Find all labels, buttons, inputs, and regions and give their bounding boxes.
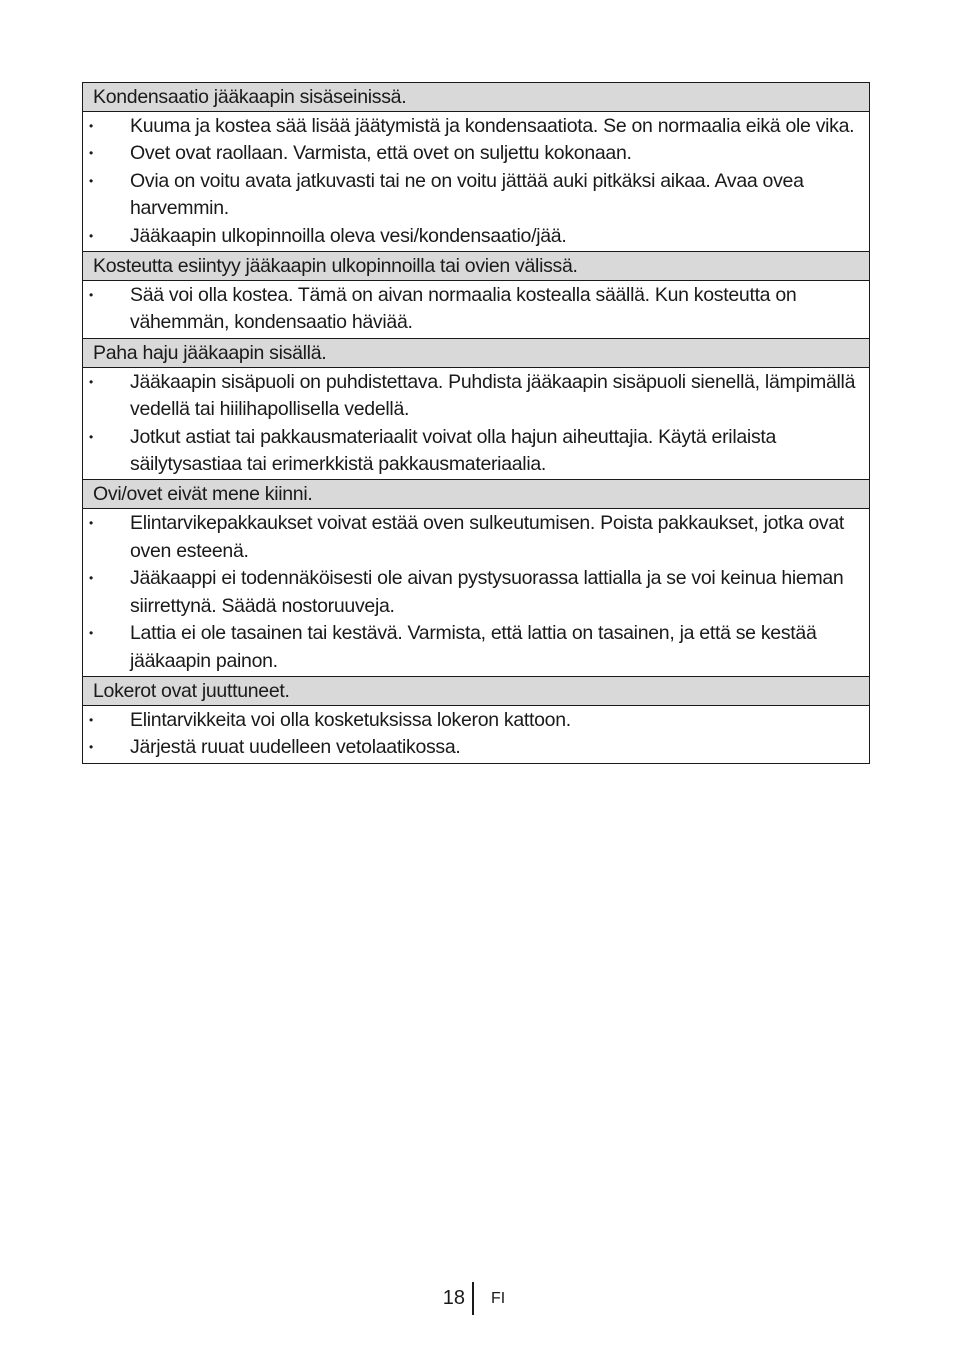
page-number: 18 [442, 1287, 465, 1309]
list-item [83, 565, 869, 620]
page-footer [0, 1282, 954, 1316]
list-item [83, 113, 869, 140]
bullet-icon: • [89, 516, 93, 531]
section-header-bad-odor: Paha haju jääkaapin sisällä. [83, 339, 869, 368]
list-item [83, 140, 869, 167]
list-item [83, 734, 869, 761]
item-text: Elintarvikkeita voi olla kosketuksissa lokeron kattoon. [130, 708, 571, 731]
section-body-drawers-stuck [83, 706, 869, 763]
item-text: Jotkut astiat tai pakkausmateriaalit voivat olla hajun aiheuttajia. Käytä erilaista säilytysastiaa tai erimerkkistä pakkausmateriaalia. [130, 425, 777, 476]
bullet-icon: • [89, 228, 93, 243]
bullet-icon: • [89, 119, 93, 133]
list-item [83, 282, 869, 337]
language-code: FI [491, 1290, 506, 1307]
bullet-icon: • [89, 146, 93, 161]
troubleshooting-table [82, 82, 870, 764]
bullet-icon: • [89, 288, 93, 303]
item-text: Ovia on voitu avata jatkuvasti tai ne on voitu jättää auki pitkäksi aikaa. Avaa ovea harvemmin. [130, 169, 804, 220]
section-body-condensation-inside [83, 112, 869, 252]
bullet-icon: • [89, 374, 93, 389]
bullet-icon: • [89, 740, 93, 755]
section-body-door-not-closing [83, 509, 869, 676]
bullet-icon: • [89, 173, 93, 188]
item-text: Jääkaapin sisäpuoli on puhdistettava. Puhdista jääkaapin sisäpuoli sienellä, lämpimällä vedellä tai hiilihapollisella vedellä. [130, 370, 856, 421]
item-text: Ovet ovat raollaan. Varmista, että ovet on suljettu kokonaan. [130, 142, 632, 165]
section-header-drawers-stuck: Lokerot ovat juuttuneet. [83, 677, 869, 706]
list-item [83, 168, 869, 223]
section-header-condensation-inside: Kondensaatio jääkaapin sisäseinissä. [83, 83, 869, 112]
item-text: Järjestä ruuat uudelleen vetolaatikossa. [130, 736, 461, 759]
list-item [83, 707, 869, 734]
footer-divider [472, 1282, 474, 1315]
bullet-icon: • [89, 571, 93, 586]
section-header-door-not-closing: Ovi/ovet eivät mene kiinni. [83, 480, 869, 509]
item-text: Kuuma ja kostea sää lisää jäätymistä ja kondensaatiota. Se on normaalia eikä ole vika. [130, 115, 855, 137]
list-item [83, 223, 869, 250]
item-text: Elintarvikepakkaukset voivat estää oven sulkeutumisen. Poista pakkaukset, jotka ovat oven esteenä. [130, 512, 845, 562]
item-text: Lattia ei ole tasainen tai kestävä. Varmista, että lattia on tasainen, ja että se kestää jääkaapin painon. [130, 622, 817, 672]
section-header-moisture-outside: Kosteutta esiintyy jääkaapin ulkopinnoilla tai ovien välissä. [83, 252, 869, 281]
section-body-bad-odor [83, 368, 869, 481]
item-text: Sää voi olla kostea. Tämä on aivan normaalia kostealla säällä. Kun kosteutta on vähemmän, kondensaatio häviää. [130, 284, 797, 334]
list-item [83, 620, 869, 675]
bullet-icon: • [89, 712, 93, 727]
list-item [83, 369, 869, 424]
item-text: Jääkaapin ulkopinnoilla oleva vesi/kondensaatio/jää. [130, 224, 567, 247]
item-text: Jääkaappi ei todennäköisesti ole aivan pystysuorassa lattialla ja se voi keinua hieman siirrettynä. Säädä nostoruuveja. [130, 567, 844, 617]
list-item [83, 424, 869, 479]
list-item [83, 510, 869, 565]
section-body-moisture-outside [83, 281, 869, 339]
bullet-icon: • [89, 626, 93, 641]
bullet-icon: • [89, 429, 93, 444]
